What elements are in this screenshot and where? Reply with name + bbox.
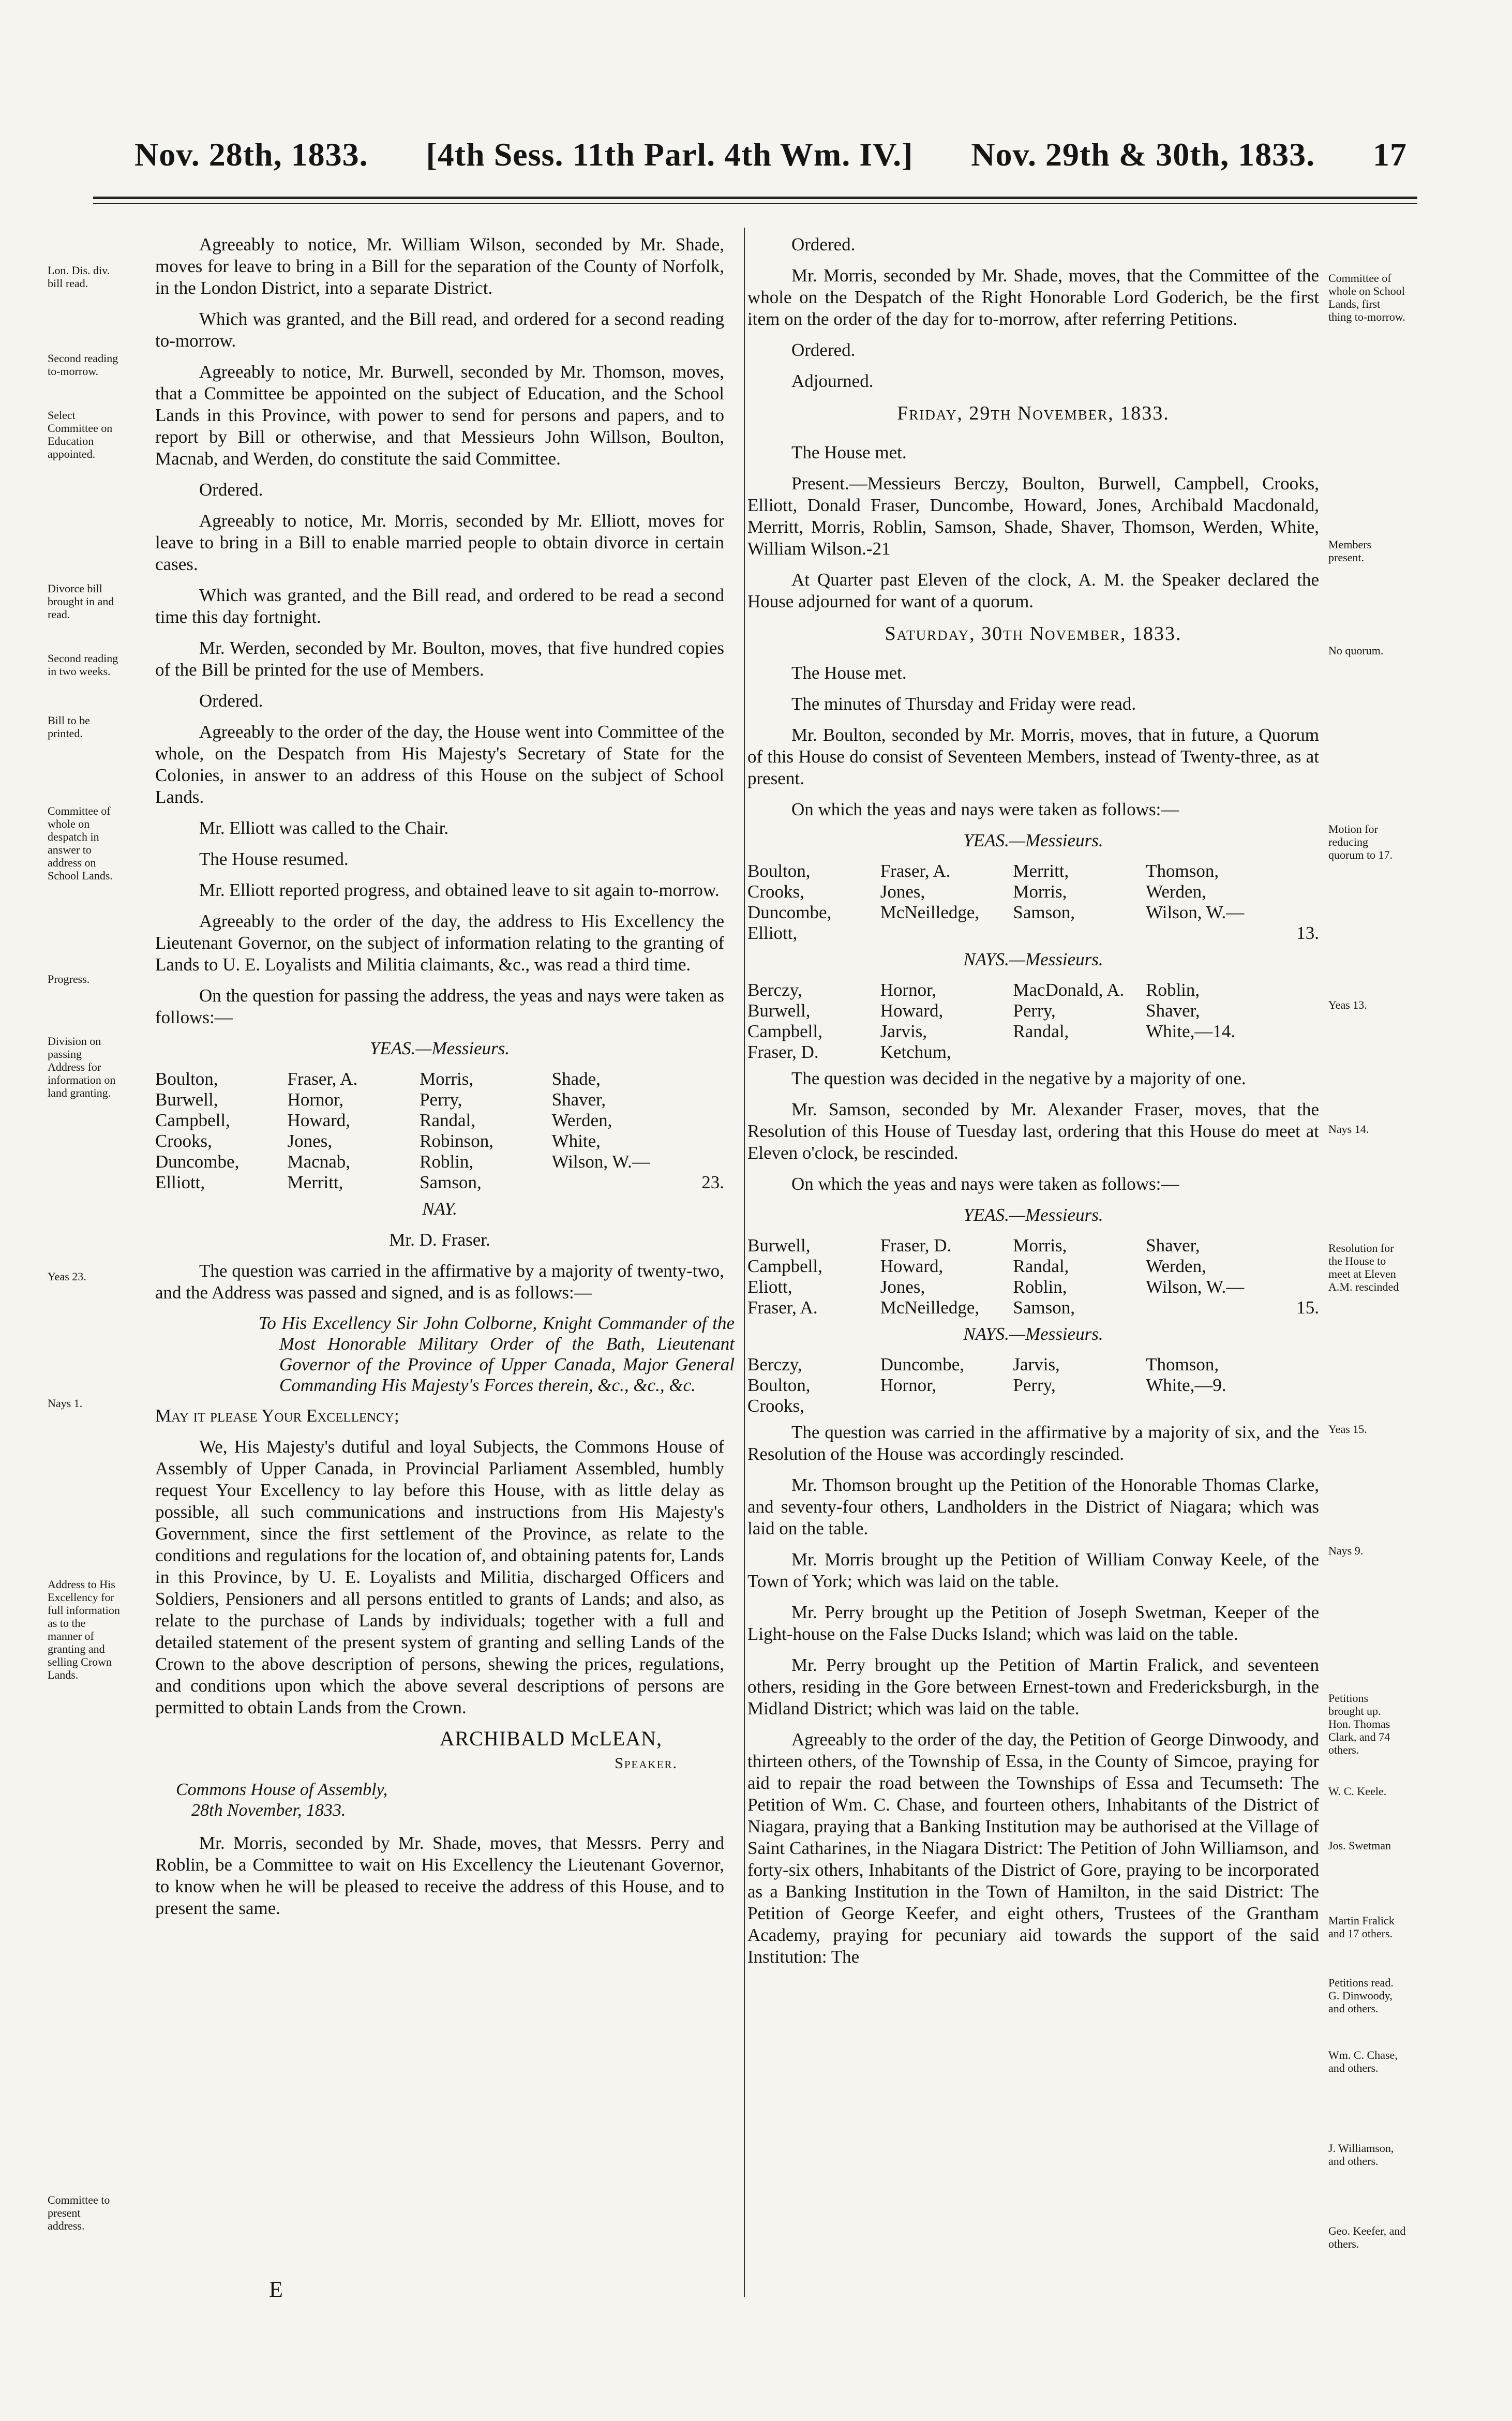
margin-note: Committee of whole on despatch in answer to address on School Lands. (48, 804, 113, 882)
vote-name: Campbell, (155, 1110, 230, 1130)
vote-name: Berczy, (747, 1354, 802, 1374)
vote-row (747, 902, 1319, 923)
vote-name: Werden, (1146, 1256, 1206, 1276)
dateline (176, 1780, 724, 1821)
vote-name: Howard, (287, 1110, 351, 1130)
vote-name: Werden, (551, 1110, 612, 1130)
vote-name: Fraser, A. (287, 1069, 358, 1089)
vote-name: Randal, (1013, 1256, 1069, 1276)
vote-row (747, 1256, 1319, 1277)
vote-name: Morris, (1013, 1235, 1067, 1256)
header-date-left: Nov. 28th, 1833. (134, 136, 368, 173)
vote-name: Crooks, (155, 1131, 212, 1151)
vote-name: Burwell, (747, 1000, 811, 1021)
yeas-table (155, 1069, 724, 1193)
vote-name: Randal, (420, 1110, 475, 1130)
vote-name: Perry, (420, 1089, 462, 1110)
paragraph: Ordered. (791, 340, 856, 360)
margin-note: Yeas 15. (1328, 1423, 1367, 1436)
vote-name: Duncombe, (155, 1152, 239, 1172)
margin-note: Second reading in two weeks. (48, 652, 118, 678)
vote-name: Hornor, (880, 1375, 937, 1395)
vote-name: Samson, (1013, 1297, 1075, 1318)
vote-name (1013, 923, 1146, 944)
vote-row (747, 861, 1319, 881)
paragraph: Present.—Messieurs Berczy, Boulton, Burwell, Campbell, Crooks, Elliott, Donald Fraser, Duncombe, Howard, Jones, Archibald Macdonald, Merritt, Morris, Roblin, Samson, Shade, Shaver, Thomson, Werden, White, William Wilson.-21 (747, 473, 1319, 559)
paragraph: Ordered. (791, 234, 856, 255)
vote-name (1146, 1042, 1319, 1063)
vote-name: Duncombe, (747, 902, 832, 922)
margin-note: Address to His Excellency for full information as to the manner of granting and selling Crown Lands. (48, 1578, 120, 1681)
nays-heading: NAYS.—Messieurs. (963, 949, 1103, 969)
vote-name: Werden, (1146, 881, 1206, 902)
vote-row (747, 923, 1319, 944)
margin-note: Divorce bill brought in and read. (48, 582, 114, 621)
margin-note: W. C. Keele. (1328, 1785, 1387, 1798)
paragraph: Which was granted, and the Bill read, and ordered for a second reading to-morrow. (155, 309, 724, 351)
paragraph: Ordered. (199, 691, 263, 711)
signature-mark: E (269, 2277, 283, 2302)
vote-name: White,—9. (1146, 1375, 1226, 1395)
vote-name: Jones, (287, 1131, 333, 1151)
vote-name: 13. (1296, 923, 1319, 943)
vote-name: Hornor, (287, 1089, 343, 1110)
vote-row (747, 1000, 1319, 1021)
header-rule-thin (93, 203, 1417, 204)
vote-name: Duncombe, (880, 1354, 965, 1374)
vote-name: Howard, (880, 1000, 944, 1021)
paragraph: Agreeably to the order of the day, the Petition of George Dinwoody, and thirteen others, of the Township of Essa, in the County of Simcoe, praying for aid to repair the road between the Townships of Essa and Tecumseth: The Petition of Wm. C. Chase, and fourteen others, Inhabitants of the District of Niagara, praying that a Banking Institution may be authorised at the Village of Saint Catharines, in the Niagara District: The Petition of John Williamson, and forty-six others, Inhabitants of the District of Gore, praying to be incorporated as a Banking Institution in the Town of Hamilton, in the said District: The Petition of George Keefer, and eight others, Trustees of the Grantham Academy, praying for pecuniary aid towards the support of the said Institution: The (747, 1729, 1319, 1967)
vote-name: Roblin, (420, 1152, 474, 1172)
vote-name: Morris, (1013, 881, 1067, 902)
paragraph: Mr. Thomson brought up the Petition of the Honorable Thomas Clarke, and seventy-four others, Landholders in the District of Niagara; which was laid on the table. (747, 1475, 1319, 1538)
vote-name (880, 923, 1013, 944)
vote-row (747, 980, 1319, 1000)
dateline-date: 28th November, 1833. (191, 1801, 346, 1820)
paragraph: Mr. Morris, seconded by Mr. Shade, moves, that Messrs. Perry and Roblin, be a Committee to wait on His Excellency the Lieutenant Governor, to know when he will be pleased to receive the address of this House, and to present the same. (155, 1833, 724, 1918)
vote-name: Perry, (1013, 1000, 1056, 1021)
salutation: May it please Your Excellency; (155, 1406, 399, 1426)
address-body: We, His Majesty's dutiful and loyal Subjects, the Commons House of Assembly of Upper Canada, in Provincial Parliament Assembled, humbly request Your Excellency to lay before this House, with as little delay as possible, all such communications and instructions from His Majesty's Government, since the first settlement of the Province, as relate to the conditions and regulations for the location of, and obtaining patents for, Lands in this Province, by U. E. Loyalists and Militia, discharged Officers and Soldiers, Pensioners and all persons entitled to grants of Lands; and also, as relate to the purchase of Lands by individuals; together with a full and detailed statement of the present system of granting and selling Lands of the Crown to the above description of persons, shewing the prices, regulations, and conditions upon which the above several descriptions of persons are permitted to obtain Lands from the Crown. (155, 1437, 724, 1717)
vote-name: Merritt, (1013, 861, 1069, 881)
vote-name: Robinson, (420, 1131, 494, 1151)
vote-row (155, 1152, 724, 1172)
paragraph: Mr. Morris, seconded by Mr. Shade, moves, that the Committee of the whole on the Despatch of the Right Honorable Lord Goderich, be the first item on the order of the day for to-morrow, after referring Petitions. (747, 265, 1319, 329)
paragraph: Mr. Werden, seconded by Mr. Boulton, moves, that five hundred copies of the Bill be printed for the use of Members. (155, 638, 724, 680)
paragraph: The question was carried in the affirmative by a majority of six, and the Resolution of the House was accordingly rescinded. (747, 1422, 1319, 1464)
vote-name: Fraser, D. (747, 1042, 819, 1062)
paragraph: Mr. Samson, seconded by Mr. Alexander Fraser, moves, that the Resolution of this House of Tuesday last, ordering that this House do meet at Eleven o'clock, be rescinded. (747, 1099, 1319, 1163)
margin-note: Petitions brought up. Hon. Thomas Clark, and 74 others. (1328, 1692, 1390, 1756)
vote-row (747, 1021, 1319, 1042)
paragraph: On the question for passing the address, the yeas and nays were taken as follows:— (155, 985, 724, 1027)
margin-note: Motion for reducing quorum to 17. (1328, 823, 1393, 861)
dateline-place: Commons House of Assembly, (176, 1780, 388, 1799)
signer-title: Speaker. (615, 1755, 678, 1772)
paragraph: The minutes of Thursday and Friday were read. (791, 694, 1136, 714)
vote-row (155, 1172, 724, 1193)
vote-name: White, (551, 1131, 601, 1151)
vote-row (747, 1375, 1319, 1396)
vote-name: Shaver, (1146, 1000, 1200, 1021)
paragraph: Adjourned. (791, 371, 874, 391)
vote-name: Eliott, (747, 1277, 792, 1297)
vote-name: Fraser, A. (747, 1297, 818, 1318)
paragraph: Mr. Perry brought up the Petition of Joseph Swetman, Keeper of the Light-house on the False Ducks Island; which was laid on the table. (747, 1602, 1319, 1644)
vote-name: Merritt, (287, 1172, 343, 1192)
nays-table (747, 1354, 1319, 1416)
vote-name: Randal, (1013, 1021, 1069, 1041)
vote-name: 23. (701, 1172, 724, 1192)
paragraph: On which the yeas and nays were taken as follows:— (791, 1174, 1179, 1194)
vote-name: Thomson, (1146, 1354, 1219, 1374)
vote-name: Thomson, (1146, 861, 1219, 881)
margin-note: Martin Fralick and 17 others. (1328, 1914, 1395, 1940)
margin-note: Resolution for the House to meet at Eleven A.M. rescinded (1328, 1242, 1399, 1293)
vote-row (747, 1277, 1319, 1297)
yeas-heading: YEAS.—Messieurs. (963, 1205, 1103, 1225)
vote-name: Howard, (880, 1256, 944, 1276)
vote-name: Hornor, (880, 980, 937, 1000)
vote-name: Shade, (551, 1069, 601, 1089)
margin-note: Petitions read. G. Dinwoody, and others. (1328, 1976, 1394, 2015)
paragraph: The House met. (791, 442, 907, 462)
paragraph: On which the yeas and nays were taken as follows:— (791, 799, 1179, 819)
vote-name: Samson, (1013, 902, 1075, 922)
vote-name: Burwell, (747, 1235, 811, 1256)
right-column (747, 234, 1319, 1977)
address-recipient: To His Excellency Sir John Colborne, Knight Commander of the Most Honorable Military Order of the Bath, Lieutenant Governor of the Province of Upper Canada, Major General Commanding His Majesty's Forces therein, &c., &c., &c. (259, 1313, 735, 1395)
vote-name: McNeilledge, (880, 902, 980, 922)
paragraph: The question was decided in the negative by a majority of one. (791, 1068, 1246, 1088)
vote-row (155, 1069, 724, 1089)
vote-row (747, 1042, 1319, 1063)
vote-name: Roblin, (1146, 980, 1200, 1000)
vote-row (155, 1089, 724, 1110)
nays-table (747, 980, 1319, 1063)
paragraph: Agreeably to the order of the day, the address to His Excellency the Lieutenant Governor, on the subject of information relating to the granting of Lands to U. E. Loyalists and Militia claimants, &c., was read a third time. (155, 911, 724, 975)
paragraph: The House met. (791, 663, 907, 683)
vote-row (747, 881, 1319, 902)
paragraph: Agreeably to notice, Mr. Morris, seconded by Mr. Elliott, moves for leave to bring in a Bill to enable married people to obtain divorce in certain cases. (155, 511, 724, 574)
paragraph: The question was carried in the affirmative by a majority of twenty-two, and the Address was passed and signed, and is as follows:— (155, 1261, 724, 1303)
yeas-heading: YEAS.—Messieurs. (369, 1038, 510, 1058)
vote-name: Boulton, (747, 861, 811, 881)
vote-name: Crooks, (747, 881, 804, 902)
margin-note: Jos. Swetman (1328, 1839, 1391, 1852)
margin-note: Yeas 23. (48, 1270, 86, 1283)
margin-note: Committee of whole on School Lands, first thing to-morrow. (1328, 272, 1405, 323)
paragraph: Which was granted, and the Bill read, and ordered to be read a second time this day fortnight. (155, 585, 724, 627)
header-date-right: Nov. 29th & 30th, 1833. (971, 136, 1315, 173)
margin-note: Committee to present address. (48, 2193, 110, 2232)
vote-name: Samson, (420, 1172, 482, 1192)
vote-name (1013, 1042, 1146, 1063)
vote-name: Perry, (1013, 1375, 1056, 1395)
vote-name (880, 1396, 1013, 1416)
vote-row (747, 1354, 1319, 1375)
paragraph: Mr. Elliott reported progress, and obtained leave to sit again to-morrow. (199, 880, 720, 900)
vote-name (1013, 1396, 1146, 1416)
margin-note: Nays 1. (48, 1397, 83, 1410)
paragraph: Mr. Boulton, seconded by Mr. Morris, moves, that in future, a Quorum of this House do consist of Seventeen Members, instead of Twenty-three, as at present. (747, 725, 1319, 788)
vote-name (1146, 1396, 1319, 1416)
signer-name: ARCHIBALD McLEAN, (439, 1727, 662, 1750)
vote-name: Ketchum, (880, 1042, 951, 1062)
vote-name: 15. (1296, 1297, 1319, 1318)
vote-name: Boulton, (155, 1069, 218, 1089)
paragraph: At Quarter past Eleven of the clock, A. M. the Speaker declared the House adjourned for want of a quorum. (747, 570, 1319, 611)
vote-name: Berczy, (747, 980, 802, 1000)
margin-note: Progress. (48, 973, 90, 985)
margin-note: Lon. Dis. div. bill read. (48, 264, 110, 290)
margin-note: Select Committee on Education appointed. (48, 409, 113, 460)
paragraph: Mr. Perry brought up the Petition of Martin Fralick, and seventeen others, residing in the Gore between Ernest-town and Fredericksburgh, in the Midland District; which was laid on the table. (747, 1655, 1319, 1718)
yeas-table (747, 1235, 1319, 1318)
vote-name: Campbell, (747, 1021, 822, 1041)
margin-note: J. Williamson, and others. (1328, 2142, 1394, 2168)
nays-heading: NAYS.—Messieurs. (963, 1324, 1103, 1344)
vote-row (747, 1297, 1319, 1318)
paragraph: Ordered. (199, 480, 263, 500)
saturday-heading: Saturday, 30th November, 1833. (885, 623, 1182, 645)
paragraph: Agreeably to the order of the day, the House went into Committee of the whole, on the Despatch from His Majesty's Secretary of State for the Colonies, in answer to an address of this House on the subject of School Lands. (155, 722, 724, 807)
page-number: 17 (1372, 136, 1407, 173)
vote-name: Crooks, (747, 1396, 804, 1416)
paragraph: Mr. Elliott was called to the Chair. (199, 818, 449, 838)
vote-name: White,—14. (1146, 1021, 1236, 1041)
paragraph: Agreeably to notice, Mr. Burwell, seconded by Mr. Thomson, moves, that a Committee be appointed on the subject of Education, and the School Lands in this Province, with power to send for persons and papers, and to report by Bill or otherwise, and that Messieurs John Willson, Boulton, Macnab, and Werden, do constitute the said Committee. (155, 362, 724, 469)
vote-name: Shaver, (551, 1089, 606, 1110)
vote-name: Roblin, (1013, 1277, 1067, 1297)
friday-heading: Friday, 29th November, 1833. (897, 402, 1170, 424)
margin-note: Members present. (1328, 538, 1372, 564)
margin-note: Nays 9. (1328, 1544, 1364, 1557)
vote-row (155, 1131, 724, 1152)
margin-note: Wm. C. Chase, and others. (1328, 2049, 1398, 2074)
vote-row (155, 1110, 724, 1131)
vote-name: Campbell, (747, 1256, 822, 1276)
vote-row (747, 1396, 1319, 1416)
margin-note: No quorum. (1328, 644, 1384, 657)
vote-name: Fraser, A. (880, 861, 951, 881)
vote-name: Wilson, W.— (1146, 1277, 1245, 1297)
margin-note: Second reading to-morrow. (48, 352, 118, 378)
vote-name: Macnab, (287, 1152, 351, 1172)
vote-name: MacDonald, A. (1013, 980, 1125, 1000)
vote-name: Jones, (880, 881, 925, 902)
vote-name: Wilson, W.— (551, 1152, 650, 1172)
margin-note: Division on passing Address for information on land granting. (48, 1035, 116, 1099)
vote-name: Jarvis, (1013, 1354, 1060, 1374)
paragraph: Mr. Morris brought up the Petition of William Conway Keele, of the Town of York; which was laid on the table. (747, 1549, 1319, 1591)
column-divider (744, 228, 745, 2297)
vote-name: Jarvis, (880, 1021, 927, 1041)
yeas-heading: YEAS.—Messieurs. (963, 830, 1103, 850)
margin-note: Yeas 13. (1328, 998, 1367, 1011)
vote-name: Wilson, W.— (1146, 902, 1245, 922)
margin-note: Bill to be printed. (48, 714, 90, 740)
vote-name: Shaver, (1146, 1235, 1200, 1256)
vote-name: Burwell, (155, 1089, 218, 1110)
vote-name: Morris, (420, 1069, 474, 1089)
margin-note: Nays 14. (1328, 1123, 1369, 1135)
paragraph: The House resumed. (199, 849, 349, 869)
left-column (155, 234, 735, 1929)
nay-heading: NAY. (422, 1199, 457, 1219)
header-session: [4th Sess. 11th Parl. 4th Wm. IV.] (426, 136, 914, 173)
page-header (134, 136, 1407, 174)
vote-name: Fraser, D. (880, 1235, 952, 1256)
vote-row (747, 1235, 1319, 1256)
paragraph: Agreeably to notice, Mr. William Wilson, seconded by Mr. Shade, moves for leave to bring in a Bill for the separation of the County of Norfolk, in the London District, into a separate District. (155, 234, 724, 298)
vote-name: Elliott, (747, 923, 798, 943)
nay-name: Mr. D. Fraser. (389, 1230, 490, 1250)
yeas-table (747, 861, 1319, 944)
margin-note: Geo. Keefer, and others. (1328, 2224, 1406, 2250)
vote-name: Elliott, (155, 1172, 205, 1192)
vote-name: Jones, (880, 1277, 925, 1297)
vote-name: McNeilledge, (880, 1297, 980, 1318)
header-rule-thick (93, 197, 1417, 199)
vote-name: Boulton, (747, 1375, 811, 1395)
